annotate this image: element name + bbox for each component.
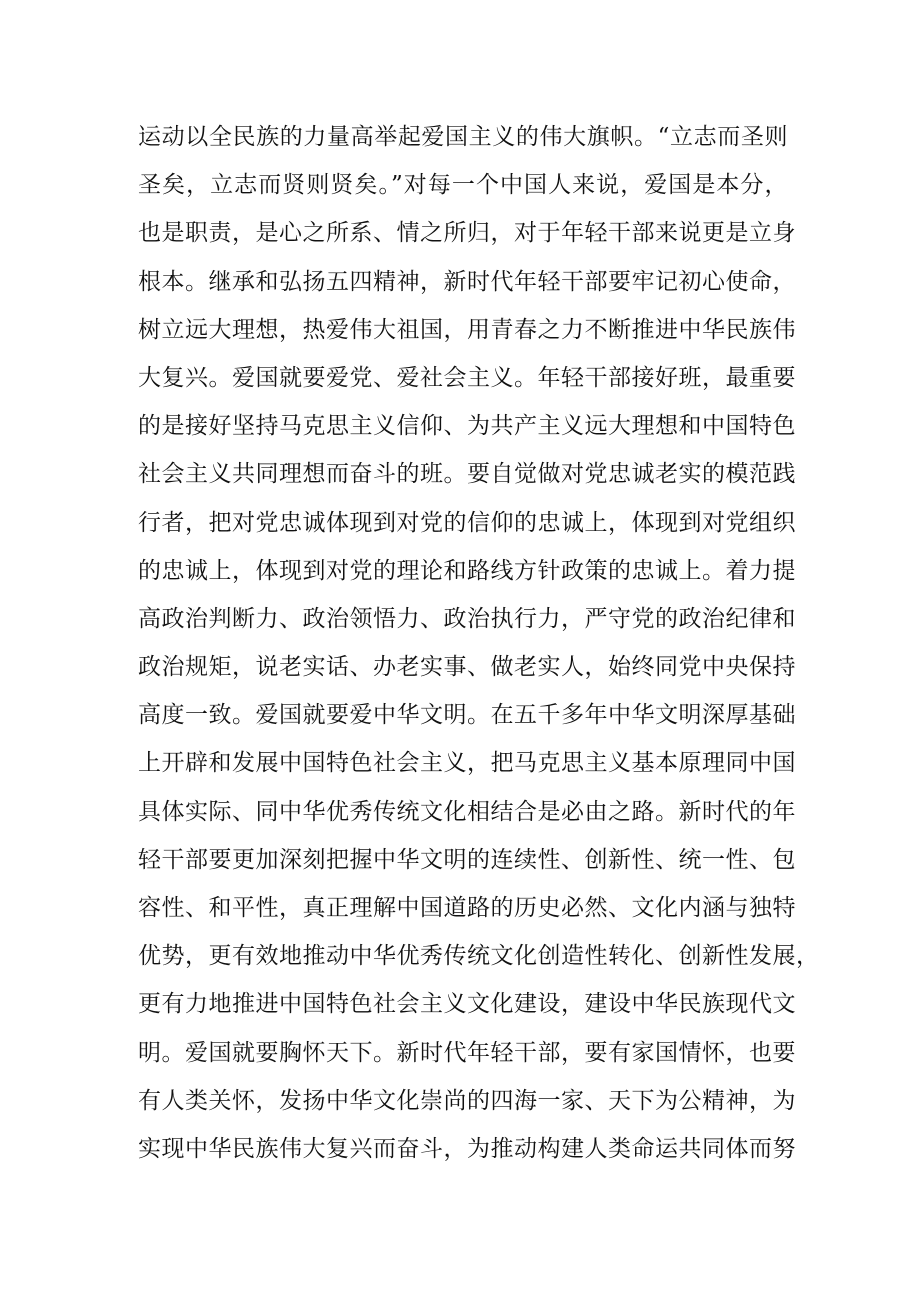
text-line: 也是职责，是心之所系、情之所归，对于年轻干部来说更是立身 (138, 220, 796, 247)
text-line: 具体实际、同中华优秀传统文化相结合是必由之路。新时代的年 (138, 798, 796, 825)
text-line: 高度一致。爱国就要爱中华文明。在五千多年中华文明深厚基础 (138, 702, 796, 729)
text-line: 社会主义共同理想而奋斗的班。要自觉做对党忠诚老实的模范践 (138, 461, 796, 488)
text-line: 圣矣，立志而贤则贤矣。”对每一个中国人来说，爱国是本分， (138, 172, 788, 199)
text-line: 容性、和平性，真正理解中国道路的历史必然、文化内涵与独特 (138, 895, 796, 921)
text-line: 更有力地推进中国特色社会主义文化建设，建设中华民族现代文 (138, 991, 796, 1018)
text-line: 实现中华民族伟大复兴而奋斗，为推动构建人类命运共同体而努 (138, 1135, 796, 1162)
text-line: 的是接好坚持马克思主义信仰、为共产主义远大理想和中国特色 (138, 413, 796, 440)
text-line: 轻干部要更加深刻把握中华文明的连续性、创新性、统一性、包 (138, 846, 796, 873)
text-line: 高政治判断力、政治领悟力、政治执行力，严守党的政治纪律和 (138, 605, 796, 632)
body-paragraph (138, 113, 820, 1173)
text-line: 有人类关怀，发扬中华文化崇尚的四海一家、天下为公精神，为 (138, 1087, 796, 1114)
text-line: 明。爱国就要胸怀天下。新时代年轻干部，要有家国情怀，也要 (138, 1039, 796, 1066)
text-line: 的忠诚上，体现到对党的理论和路线方针政策的忠诚上。着力提 (138, 557, 796, 584)
text-line: 上开辟和发展中国特色社会主义，把马克思主义基本原理同中国 (138, 750, 796, 777)
text-line: 行者，把对党忠诚体现到对党的信仰的忠诚上，体现到对党组织 (138, 509, 796, 536)
text-line: 大复兴。爱国就要爱党、爱社会主义。年轻干部接好班，最重要 (138, 364, 796, 391)
text-line: 优势，更有效地推动中华优秀传统文化创造性转化、创新性发展， (138, 943, 820, 970)
text-line: 运动以全民族的力量高举起爱国主义的伟大旗帜。“立志而圣则 (138, 124, 788, 150)
text-line: 根本。继承和弘扬五四精神，新时代年轻干部要牢记初心使命， (138, 268, 796, 295)
text-line: 树立远大理想，热爱伟大祖国，用青春之力不断推进中华民族伟 (138, 316, 796, 343)
text-line: 政治规矩，说老实话、办老实事、做老实人，始终同党中央保持 (138, 654, 796, 681)
